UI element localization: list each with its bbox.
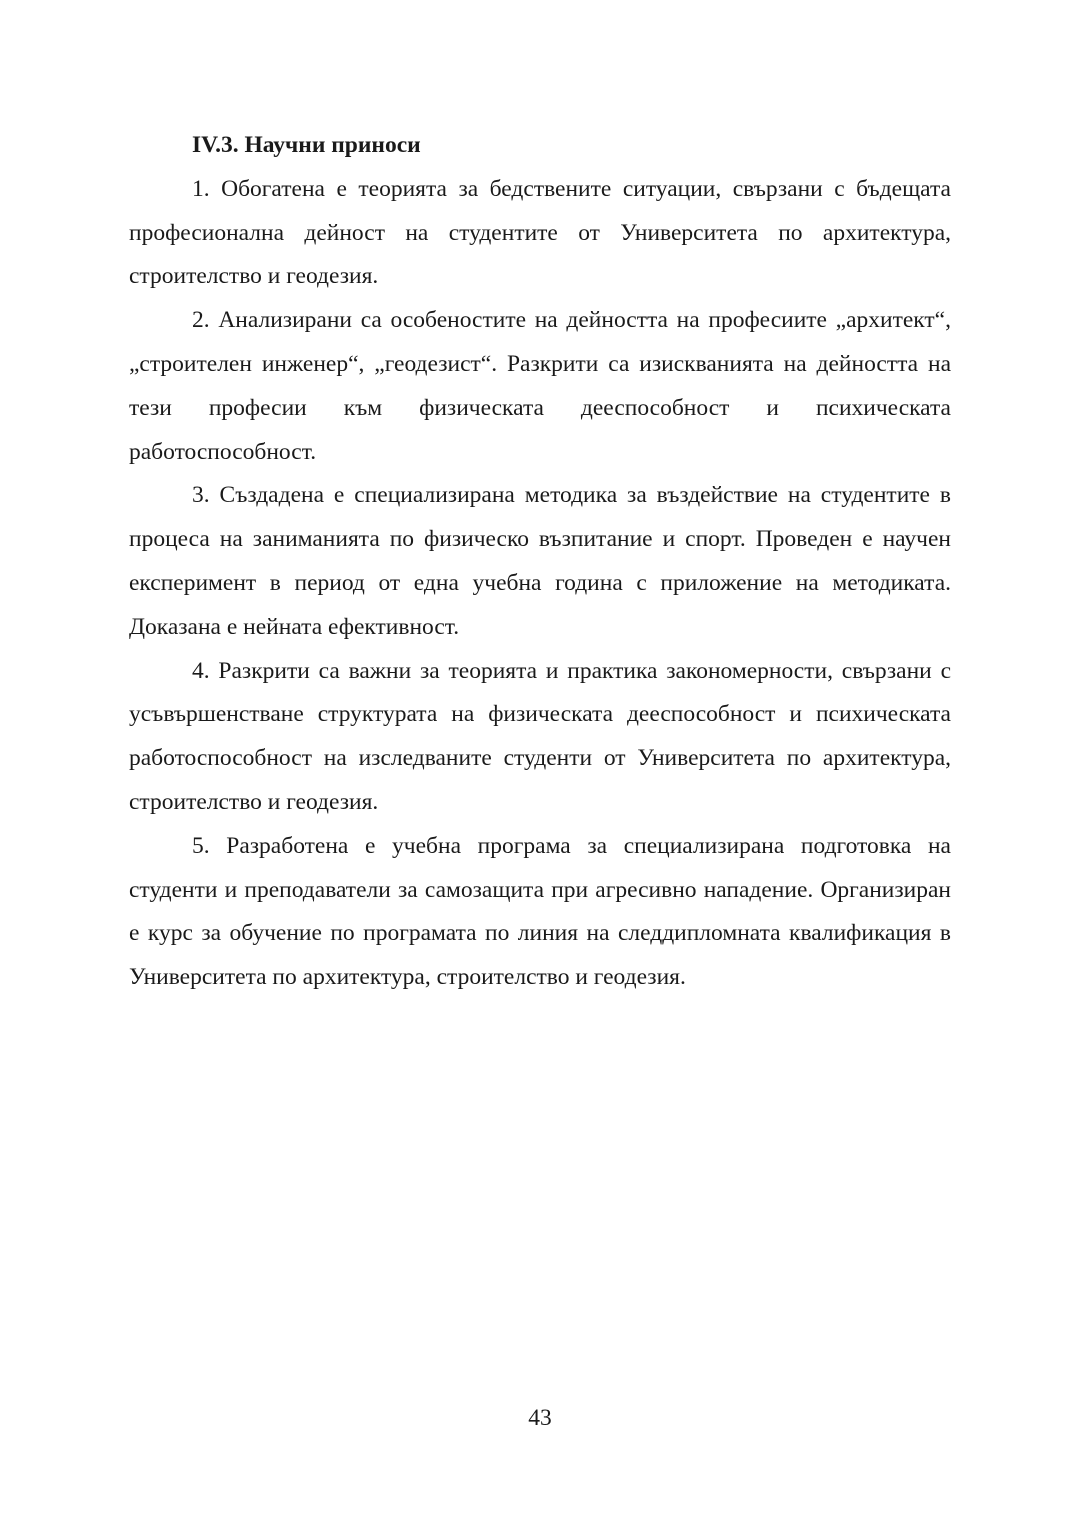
contribution-paragraph-4: 4. Разкрити са важни за теорията и практика закономерности, свързани с усъвършенстване структурата на физическата дееспособност и психическата работоспособност на изследваните студенти от Университета по архитектура, строителство и геодезия.: [129, 657, 951, 815]
contribution-paragraph-5: 5. Разработена е учебна програма за специализирана подготовка на студенти и преподаватели за самозащита при агресивно нападение. Организиран е курс за обучение по програмата по линия на следдипломната квалификация в Университета по архитектура, строителство и геодезия.: [129, 832, 951, 991]
contribution-paragraph-3: 3. Създадена е специализирана методика за въздействие на студентите в процеса на заниманията по физическо възпитание и спорт. Проведен е научен експеримент в период от една учебна година с приложение на методиката. Доказана е нейната ефективност.: [129, 482, 951, 640]
contribution-paragraph-2: 2. Анализирани са особеностите на дейността на професиите „архитект“, „строителен инженер“, „геодезист“. Разкрити са изискванията на дейността на тези професии към физическата дееспособност и психическата работоспособност.: [129, 307, 951, 465]
page-number: 43: [528, 1405, 552, 1431]
page-content: [129, 124, 951, 1000]
contribution-paragraph-1: 1. Обогатена е теорията за бедствените ситуации, свързани с бъдещата професионална дейност на студентите от Университета по архитектура, строителство и геодезия.: [129, 175, 951, 290]
section-heading: IV.3. Научни приноси: [192, 132, 421, 158]
